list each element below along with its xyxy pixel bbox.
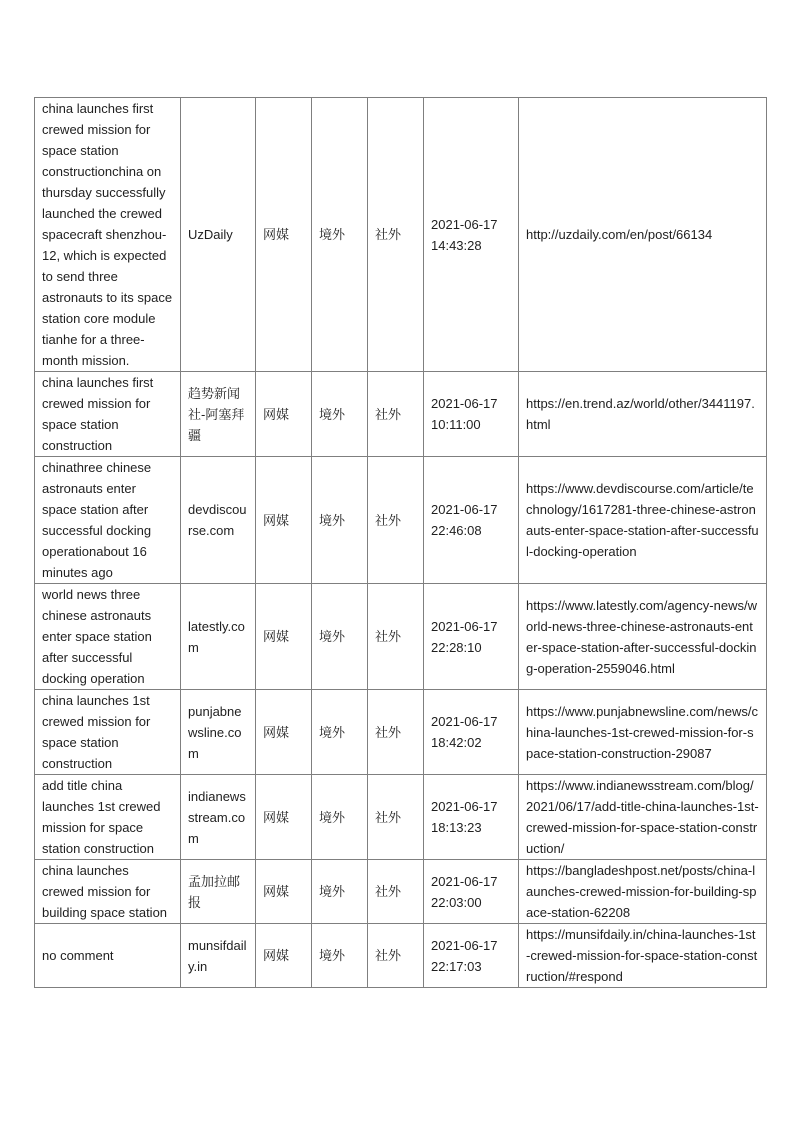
- timestamp-cell: 2021-06-17 10:11:00: [424, 372, 519, 457]
- source-cell: indianewsstream.com: [181, 775, 256, 860]
- timestamp-cell: 2021-06-17 14:43:28: [424, 98, 519, 372]
- article-title-cell: world news three chinese astronauts enter space station after successful docking operation: [35, 584, 181, 690]
- region-cell: 境外: [312, 584, 368, 690]
- table-row: [35, 584, 767, 690]
- category-cell: 社外: [368, 584, 424, 690]
- category-cell: 社外: [368, 860, 424, 924]
- article-title-cell: china launches crewed mission for building space station: [35, 860, 181, 924]
- url-cell: https://www.latestly.com/agency-news/world-news-three-chinese-astronauts-enter-space-station-after-successful-docking-operation-2559046.html: [519, 584, 767, 690]
- table-row: [35, 98, 767, 372]
- table-row: [35, 775, 767, 860]
- region-cell: 境外: [312, 690, 368, 775]
- source-cell: UzDaily: [181, 98, 256, 372]
- timestamp-cell: 2021-06-17 18:42:02: [424, 690, 519, 775]
- category-cell: 社外: [368, 98, 424, 372]
- region-cell: 境外: [312, 775, 368, 860]
- category-cell: 社外: [368, 457, 424, 584]
- url-cell: https://en.trend.az/world/other/3441197.html: [519, 372, 767, 457]
- news-articles-table: [34, 97, 767, 988]
- timestamp-cell: 2021-06-17 22:46:08: [424, 457, 519, 584]
- url-cell: https://bangladeshpost.net/posts/china-launches-crewed-mission-for-building-space-station-62208: [519, 860, 767, 924]
- source-cell: devdiscourse.com: [181, 457, 256, 584]
- source-cell: punjabnewsline.com: [181, 690, 256, 775]
- timestamp-cell: 2021-06-17 22:03:00: [424, 860, 519, 924]
- article-title-cell: china launches 1st crewed mission for space station construction: [35, 690, 181, 775]
- category-cell: 社外: [368, 690, 424, 775]
- region-cell: 境外: [312, 98, 368, 372]
- source-cell: 孟加拉邮报: [181, 860, 256, 924]
- region-cell: 境外: [312, 860, 368, 924]
- media-type-cell: 网媒: [256, 372, 312, 457]
- timestamp-cell: 2021-06-17 18:13:23: [424, 775, 519, 860]
- article-title-cell: add title china launches 1st crewed mission for space station construction: [35, 775, 181, 860]
- table-row: [35, 690, 767, 775]
- url-cell: https://www.devdiscourse.com/article/technology/1617281-three-chinese-astronauts-enter-space-station-after-successful-docking-operation: [519, 457, 767, 584]
- table-row: [35, 457, 767, 584]
- source-cell: 趋势新闻社-阿塞拜疆: [181, 372, 256, 457]
- url-cell: https://munsifdaily.in/china-launches-1st-crewed-mission-for-space-station-construction/#respond: [519, 924, 767, 988]
- table-row: [35, 924, 767, 988]
- media-type-cell: 网媒: [256, 924, 312, 988]
- url-cell: http://uzdaily.com/en/post/66134: [519, 98, 767, 372]
- media-type-cell: 网媒: [256, 584, 312, 690]
- category-cell: 社外: [368, 775, 424, 860]
- article-title-cell: china launches first crewed mission for space station construction: [35, 372, 181, 457]
- region-cell: 境外: [312, 457, 368, 584]
- media-type-cell: 网媒: [256, 457, 312, 584]
- media-type-cell: 网媒: [256, 98, 312, 372]
- table-row: [35, 372, 767, 457]
- region-cell: 境外: [312, 372, 368, 457]
- news-table-body: [35, 98, 767, 988]
- article-title-cell: no comment: [35, 924, 181, 988]
- timestamp-cell: 2021-06-17 22:17:03: [424, 924, 519, 988]
- media-type-cell: 网媒: [256, 690, 312, 775]
- media-type-cell: 网媒: [256, 775, 312, 860]
- source-cell: munsifdaily.in: [181, 924, 256, 988]
- article-title-cell: china launches first crewed mission for space station constructionchina on thursday successfully launched the crewed spacecraft shenzhou-12, which is expected to send three astronauts to its space station core module tianhe for a three-month mission.: [35, 98, 181, 372]
- media-type-cell: 网媒: [256, 860, 312, 924]
- source-cell: latestly.com: [181, 584, 256, 690]
- article-title-cell: chinathree chinese astronauts enter space station after successful docking operationabout 16 minutes ago: [35, 457, 181, 584]
- category-cell: 社外: [368, 924, 424, 988]
- url-cell: https://www.punjabnewsline.com/news/china-launches-1st-crewed-mission-for-space-station-construction-29087: [519, 690, 767, 775]
- table-row: [35, 860, 767, 924]
- url-cell: https://www.indianewsstream.com/blog/2021/06/17/add-title-china-launches-1st-crewed-mission-for-space-station-construction/: [519, 775, 767, 860]
- timestamp-cell: 2021-06-17 22:28:10: [424, 584, 519, 690]
- region-cell: 境外: [312, 924, 368, 988]
- category-cell: 社外: [368, 372, 424, 457]
